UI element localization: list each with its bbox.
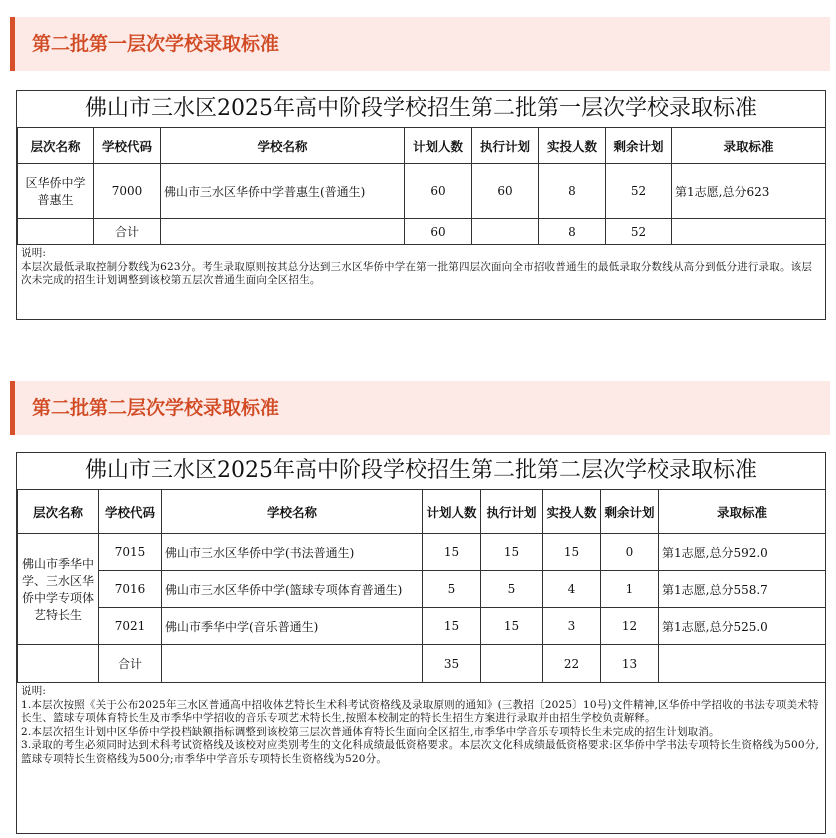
header-actual: 实投人数 (543, 490, 601, 534)
header-level: 层次名称 (18, 128, 94, 164)
table-row (18, 164, 826, 219)
cell-school: 佛山市季华中学(音乐普通生) (162, 608, 423, 645)
header-remain: 剩余计划 (601, 490, 659, 534)
cell-code: 7000 (94, 164, 161, 219)
notes-line: 1.本层次按照《关于公布2025年三水区普通高中招收体艺特长生术科考试资格线及录取原则的通知》(三教招〔2025〕10号)文件精神,区华侨中学招收的书法专项美术特长生、篮球专项体育特长生及市季华中学招收的音乐专项艺术特长生,按照本校制定的特长生招生方案进行录取并由招生学校负责解释。 (21, 698, 819, 724)
section2-banner-title: 第二批第二层次学校录取标准 (32, 397, 280, 419)
cell-total-school (161, 219, 405, 245)
cell-total-label: 合计 (94, 219, 161, 245)
section2-table-title: 佛山市三水区2025年高中阶段学校招生第二批第二层次学校录取标准 (85, 458, 757, 483)
cell-total-level (18, 219, 94, 245)
cell-actual: 4 (543, 571, 601, 608)
section1-table (17, 127, 826, 245)
cell-standard: 第1志愿,总分558.7 (659, 571, 826, 608)
section1-notes (17, 245, 825, 288)
section1-banner-title: 第二批第一层次学校录取标准 (32, 33, 280, 55)
cell-standard: 第1志愿,总分525.0 (659, 608, 826, 645)
cell-remain: 0 (601, 534, 659, 571)
cell-remain: 1 (601, 571, 659, 608)
cell-school: 佛山市三水区华侨中学(篮球专项体育普通生) (162, 571, 423, 608)
cell-total-school (162, 645, 423, 683)
cell-total-actual: 22 (543, 645, 601, 683)
total-row (18, 219, 826, 245)
cell-actual: 15 (543, 534, 601, 571)
cell-standard: 第1志愿,总分623 (672, 164, 826, 219)
cell-exec: 15 (481, 534, 543, 571)
header-plan: 计划人数 (405, 128, 472, 164)
header-code: 学校代码 (99, 490, 162, 534)
cell-total-standard (659, 645, 826, 683)
cell-remain: 52 (606, 164, 672, 219)
cell-total-actual: 8 (539, 219, 606, 245)
table-row (18, 571, 826, 608)
banner-accent-bar (10, 17, 15, 71)
header-school: 学校名称 (162, 490, 423, 534)
header-remain: 剩余计划 (606, 128, 672, 164)
cell-total-plan: 60 (405, 219, 472, 245)
total-row (18, 645, 826, 683)
header-code: 学校代码 (94, 128, 161, 164)
cell-total-label: 合计 (99, 645, 162, 683)
notes-line: 2.本层次招生计划中区华侨中学投档缺额指标调整到该校第三层次普通体育特长生面向全区招生,市季华中学音乐专项特长生未完成的招生计划取消。 (21, 725, 720, 738)
cell-plan: 5 (423, 571, 481, 608)
section2-notes (17, 683, 825, 766)
cell-total-remain: 52 (606, 219, 672, 245)
table-header-row (18, 490, 826, 534)
section2-document (16, 452, 826, 834)
section2-banner (10, 381, 830, 435)
cell-level: 佛山市季华中学、三水区华侨中学专项体艺特长生 (18, 534, 99, 645)
cell-plan: 15 (423, 608, 481, 645)
section1-document (16, 90, 826, 320)
header-school: 学校名称 (161, 128, 405, 164)
cell-total-level (18, 645, 99, 683)
notes-line: 3.录取的考生必须同时达到术科考试资格线及该校对应类别考生的文化科成绩最低资格要求。本层次文化科成绩最低资格要求:区华侨中学书法专项特长生资格线为500分,篮球专项特长生资格线为500分;市季华中学音乐专项特长生资格线为520分。 (21, 739, 820, 765)
header-standard: 录取标准 (659, 490, 826, 534)
section1-banner (10, 17, 830, 71)
cell-plan: 60 (405, 164, 472, 219)
cell-school: 佛山市三水区华侨中学普惠生(普通生) (161, 164, 405, 219)
table-header-row (18, 128, 826, 164)
header-exec: 执行计划 (481, 490, 543, 534)
cell-school: 佛山市三水区华侨中学(书法普通生) (162, 534, 423, 571)
cell-standard: 第1志愿,总分592.0 (659, 534, 826, 571)
cell-code: 7016 (99, 571, 162, 608)
notes-title: 说明: (21, 247, 47, 259)
cell-total-plan: 35 (423, 645, 481, 683)
banner-accent-bar (10, 381, 15, 435)
cell-level: 区华侨中学普惠生 (18, 164, 94, 219)
cell-remain: 12 (601, 608, 659, 645)
cell-total-standard (672, 219, 826, 245)
notes-title: 说明: (21, 685, 47, 697)
notes-line: 本层次最低录取控制分数线为623分。考生录取原则按其总分达到三水区华侨中学在第一批第四层次面向全市招收普通生的最低录取分数线从高分到低分进行录取。该层次未完成的招生计划调整到该校第五层次普通生面向全区招生。 (21, 260, 813, 286)
header-exec: 执行计划 (472, 128, 539, 164)
section1-table-title: 佛山市三水区2025年高中阶段学校招生第二批第一层次学校录取标准 (85, 96, 757, 121)
cell-actual: 8 (539, 164, 606, 219)
table-row (18, 608, 826, 645)
cell-exec: 5 (481, 571, 543, 608)
cell-total-exec (481, 645, 543, 683)
cell-total-exec (472, 219, 539, 245)
header-actual: 实投人数 (539, 128, 606, 164)
cell-actual: 3 (543, 608, 601, 645)
cell-code: 7021 (99, 608, 162, 645)
cell-total-remain: 13 (601, 645, 659, 683)
section2-table (17, 489, 826, 683)
header-standard: 录取标准 (672, 128, 826, 164)
header-level: 层次名称 (18, 490, 99, 534)
cell-exec: 60 (472, 164, 539, 219)
cell-exec: 15 (481, 608, 543, 645)
header-plan: 计划人数 (423, 490, 481, 534)
cell-plan: 15 (423, 534, 481, 571)
cell-code: 7015 (99, 534, 162, 571)
table-row (18, 534, 826, 571)
